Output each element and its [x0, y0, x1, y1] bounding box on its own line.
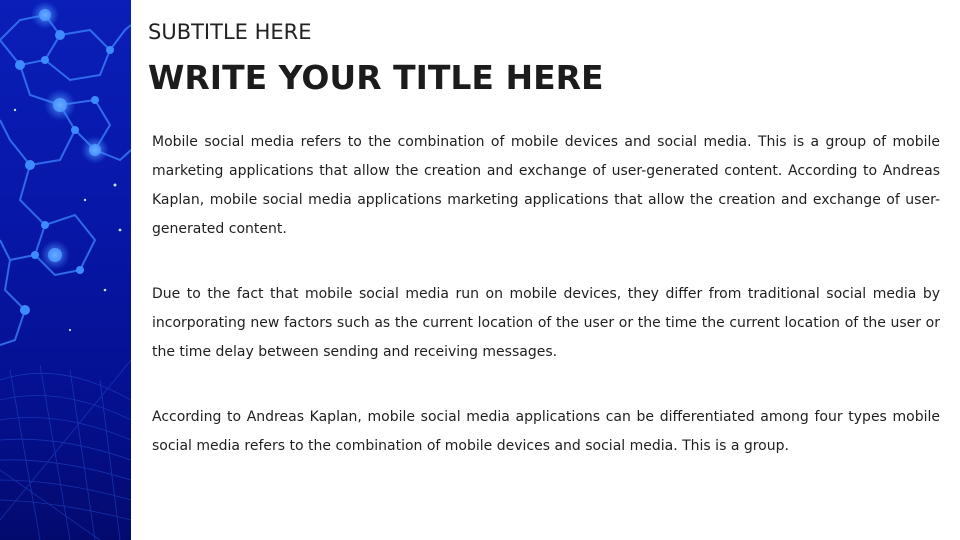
body-paragraph-2: Due to the fact that mobile social media run on mobile devices, they differ from traditional social media by incorporating new factors such as the current location of the user or the time the current location of the user or the time delay between sending and receiving messages. [152, 286, 940, 360]
network-pattern-graphic [0, 0, 131, 540]
body-paragraph-1: Mobile social media refers to the combination of mobile devices and social media. This is a group of mobile marketing applications that allow the creation and exchange of user-generated content. According to Andreas Kaplan, mobile social media applications marketing applications that allow the creation and exchange of user-generated content. [152, 134, 940, 237]
slide-title: WRITE YOUR TITLE HERE [148, 58, 604, 97]
body-paragraph-3: According to Andreas Kaplan, mobile social media applications can be differentiated among four types mobile social media refers to the combination of mobile devices and social media. This is a group. [152, 409, 940, 454]
slide-subtitle: SUBTITLE HERE [148, 20, 312, 44]
slide-content [131, 0, 960, 540]
decorative-side-panel [0, 0, 131, 540]
